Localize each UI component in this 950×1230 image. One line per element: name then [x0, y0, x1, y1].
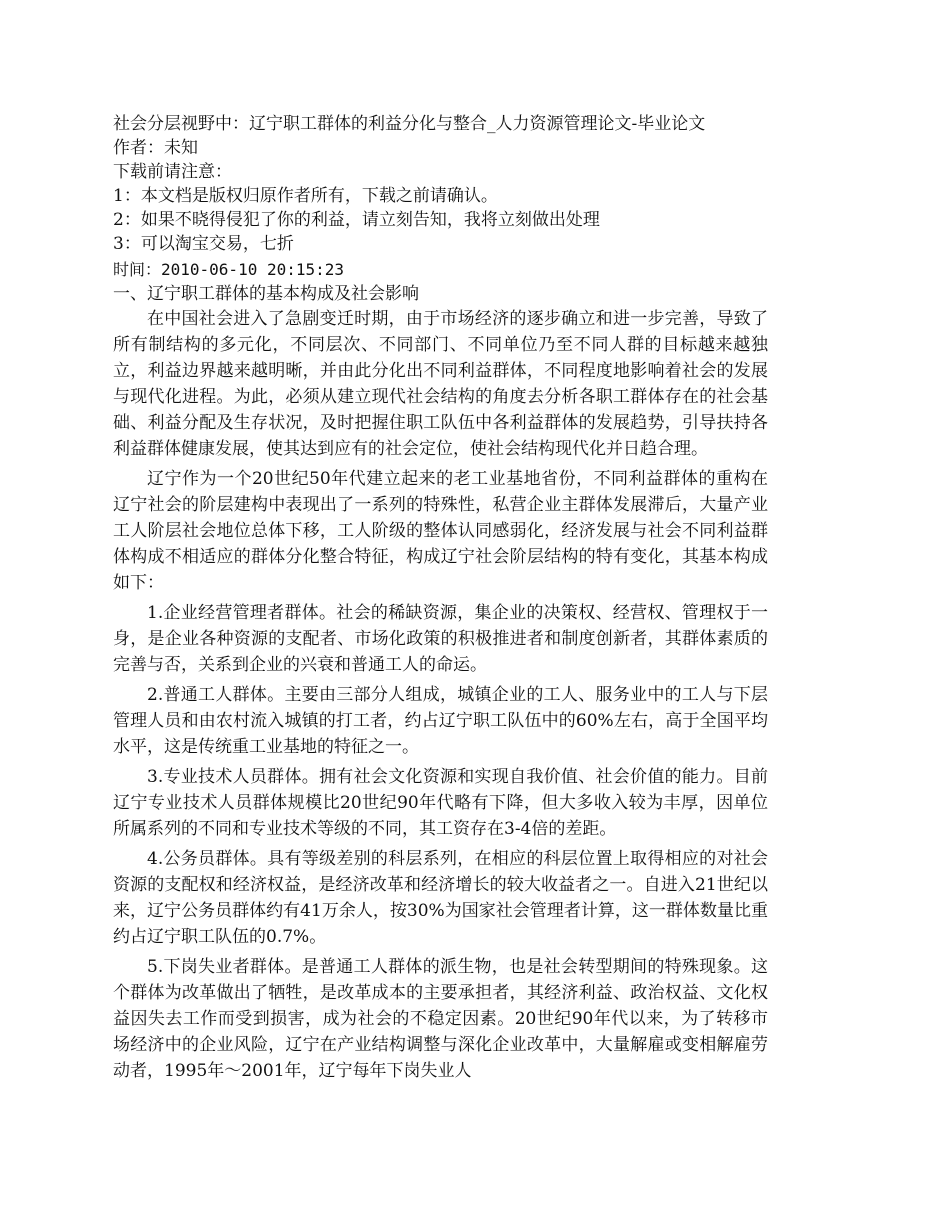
author-line: 作者：未知 — [113, 138, 198, 158]
list-paragraph: 3.专业技术人员群体。拥有社会文化资源和实现自我价值、社会价值的能力。目前辽宁专业技术人员群体规模比20世纪90年代略有下降，但大多收入较为丰厚，因单位所属系列的不同和专业技术等级的不同，其工资存在3-4倍的差距。 — [113, 767, 768, 839]
body-paragraph: 在中国社会进入了急剧变迁时期，由于市场经济的逐步确立和进一步完善，导致了所有制结构的多元化，不同层次、不同部门、不同单位乃至不同人群的目标越来越独立，利益边界越来越明晰，并由此分化出不同利益群体，不同程度地影响着社会的发展与现代化进程。为此，必须从建立现代社会结构的角度去分析各职工群体存在的社会基础、利益分配及生存状况，及时把握住职工队伍中各利益群体的发展趋势，引导扶持各利益群体健康发展，使其达到应有的社会定位，使社会结构现代化并日趋合理。 — [113, 309, 768, 459]
document-page — [113, 112, 768, 1088]
notice-heading: 下载前请注意： — [113, 162, 232, 182]
list-paragraph: 5.下岗失业者群体。是普通工人群体的派生物，也是社会转型期间的特殊现象。这个群体为改革做出了牺牲，是改革成本的主要承担者，其经济利益、政治权益、文化权益因失去工作而受到损害，成为社会的不稳定因素。20世纪90年代以来，为了转移市场经济中的企业风险，辽宁在产业结构调整与深化企业改革中，大量解雇或变相解雇劳动者，1995年～2001年，辽宁每年下岗失业人 — [113, 957, 768, 1081]
list-paragraph: 4.公务员群体。具有等级差别的科层系列，在相应的科层位置上取得相应的对社会资源的支配权和经济权益，是经济改革和经济增长的较大收益者之一。自进入21世纪以来，辽宁公务员群体约有41万余人，按30%为国家社会管理者计算，这一群体数量比重约占辽宁职工队伍的0.7%。 — [113, 849, 768, 947]
body-paragraph: 辽宁作为一个20世纪50年代建立起来的老工业基地省份，不同利益群体的重构在辽宁社会的阶层建构中表现出了一系列的特殊性，私营企业主群体发展滞后，大量产业工人阶层社会地位总体下移，工人阶级的整体认同感弱化，经济发展与社会不同利益群体构成不相适应的群体分化整合特征，构成辽宁社会阶层结构的特有变化，其基本构成如下： — [113, 469, 768, 593]
notice-item: 2：如果不晓得侵犯了你的利益，请立刻告知，我将立刻做出处理 — [113, 210, 600, 230]
timestamp-line: 时间：2010-06-10 20:15:23 — [113, 260, 345, 279]
section-heading: 一、辽宁职工群体的基本构成及社会影响 — [113, 284, 419, 304]
notice-item: 3：可以淘宝交易，七折 — [113, 234, 294, 254]
list-paragraph: 1.企业经营管理者群体。社会的稀缺资源，集企业的决策权、经营权、管理权于一身，是企业各种资源的支配者、市场化政策的积极推进者和制度创新者，其群体素质的完善与否，关系到企业的兴衰和普通工人的命运。 — [113, 603, 768, 675]
list-paragraph: 2.普通工人群体。主要由三部分人组成，城镇企业的工人、服务业中的工人与下层管理人员和由农村流入城镇的打工者，约占辽宁职工队伍中的60%左右，高于全国平均水平，这是传统重工业基地的特征之一。 — [113, 685, 768, 757]
notice-item: 1：本文档是版权归原作者所有，下载之前请确认。 — [113, 186, 498, 206]
document-title: 社会分层视野中：辽宁职工群体的利益分化与整合_人力资源管理论文-毕业论文 — [113, 114, 706, 134]
